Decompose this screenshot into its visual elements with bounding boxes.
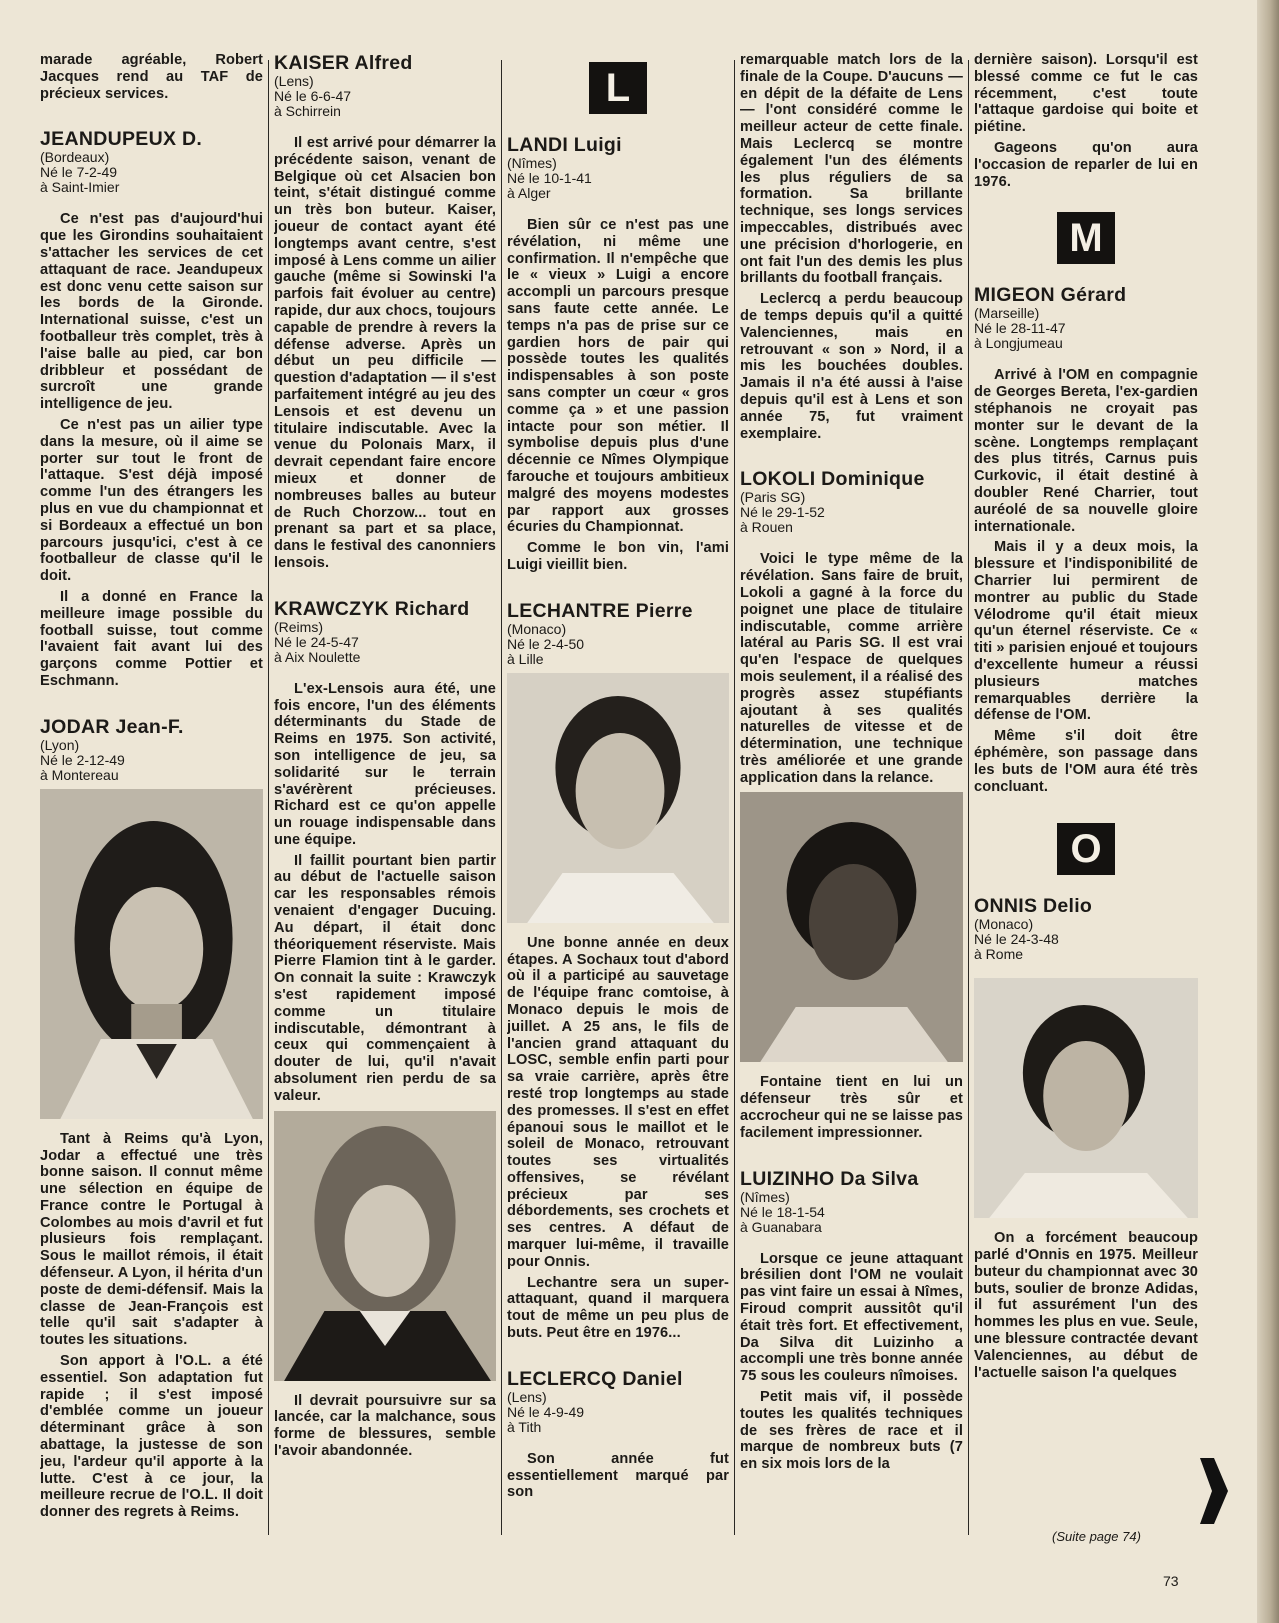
player-entry-landi [507,134,729,574]
page-number: 73 [1163,1573,1179,1589]
player-entry-leclercq [507,1368,729,1501]
player-entry-lokoli [740,468,963,1141]
article-text: On a forcément beaucoup parlé d'Onnis en 1975. Meilleur buteur du championnat avec 30 buts, soulier de bronze Adidas, il fut assurément l'un des hommes les plus en vue. Seule, une blessure contractée devant Valenciennes, au début de l'actuelle saison l'a quelques [974,1230,1198,1381]
player-birthdate: Né le 7-2-49 [40,164,118,181]
article-text: Arrivé à l'OM en compagnie de Georges Bereta, l'ex-gardien stéphanois ne croyait pas monter sur le devant de la scène. Longtemps remplaçant des plus titrés, Carnus puis Curkovic, il était destiné à doubler René Charrier, tout auréolé de sa nouvelle gloire internationale. [974,367,1198,535]
player-birthdate: Né le 24-3-48 [974,931,1059,948]
player-club: (Bordeaux) [40,149,110,166]
player-name: JODAR Jean-F. [40,715,184,738]
article-text: marade agréable, Robert Jacques rend au TAF de précieux services. [40,52,263,102]
article-text: Comme le bon vin, l'ami Luigi vieillit bien. [507,540,729,573]
player-birthplace: à Lille [507,650,544,667]
column-5 [974,52,1198,1553]
player-entry-krawczyk [274,598,496,1460]
article-text: Lorsque ce jeune attaquant brésilien dont l'OM ne voulait pas vint faire un essai à Nîmes, Firoud comprit aussitôt qu'il était très fort. Et effectivement, Da Silva dit Luizinho a accompli une très bonne année 75 sous les couleurs nîmoises. [740,1250,963,1385]
article-text: Gageons qu'on aura l'occasion de reparler de lui en 1976. [974,139,1198,190]
article-text: Lechantre sera un super-attaquant, quand il marquera tout de même un peu plus de buts. Peut être en 1976... [507,1274,729,1342]
player-birthplace: à Tith [507,1418,542,1435]
column-rule [501,60,502,1535]
player-name: LOKOLI Dominique [740,468,925,491]
player-club: (Lyon) [40,736,80,753]
player-birthplace: à Alger [507,185,551,201]
player-birthplace: à Montereau [40,766,119,783]
article-text: L'ex-Lensois aura été, une fois encore, l'un des éléments déterminants du Stade de Reims en 1975. Son activité, son intelligence de jeu, sa solidarité sur le terrain s'avérèrent précieuses. Richard est ce qu'on appelle un rouage indispensable dans une équipe. [274,680,496,848]
column-1 [40,52,263,1553]
player-entry-jodar [40,716,263,1521]
player-name: LECHANTRE Pierre [507,599,693,622]
section-letter-o: O [1057,823,1115,875]
player-club: (Lens) [507,1388,547,1405]
column-rule [268,60,269,1535]
article-text: Il faillit pourtant bien partir au début de l'actuelle saison car les responsables rémois venaient d'engager Ducuing. Au départ, il était donc théoriquement réserviste. Mais Pierre Flamion tint à le garder. On connait la suite : Krawczyk s'est rapidement imposé comme un titulaire indiscutable, démontrant à ceux qui commençaient à douter de lui, qu'il n'avait absolument rien perdu de sa valeur. [274,852,496,1104]
player-entry-luizinho [740,1168,963,1473]
player-birthdate: Né le 18-1-54 [740,1203,825,1220]
article-text: remarquable match lors de la finale de la Coupe. D'aucuns — en dépit de la défaite de Lens — l'ont considéré comme le meilleur acteur de cette finale. Mais Leclercq se montre également l'un des éléments les plus réguliers de sa formation. Sa brillante technique, ses longs services impeccables, distribués avec une précision d'horlogerie, en ont fait l'un des demis les plus brillants du football français. [740,52,963,287]
section-letter-l: L [589,62,647,114]
player-birthdate: Né le 28-11-47 [974,320,1066,337]
player-name: LUIZINHO Da Silva [740,1167,919,1190]
article-text: Son apport à l'O.L. a été essentiel. Son adaptation fut rapide ; il s'est imposé d'emblée comme un joueur déterminant grâce à son abattage, la justesse de son jeu, l'ardeur qu'il apporte à la lutte. C'est à ce jour, la meilleure recrue de l'O.L. Il doit donner des regrets à Reims. [40,1353,263,1521]
section-letter-m: M [1057,212,1115,264]
article-text: Il devrait poursuivre sur sa lancée, car la malchance, sous forme de blessures, semble l'avoir abandonnée. [274,1392,496,1460]
player-club: (Monaco) [974,916,1034,933]
player-name: LANDI Luigi [507,134,622,156]
player-birthdate: Né le 29-1-52 [740,504,825,521]
player-birthdate: Né le 6-6-47 [274,88,352,104]
article-text: Tant à Reims qu'à Lyon, Jodar a effectué une très bonne saison. Il connut même une sélection en équipe de France contre le Portugal à Colombes au mois d'avril et fut plusieurs fois remplaçant. Sous le maillot rémois, il était défenseur. A Lyon, il hérita d'un poste de demi-défensif. Mais la classe de Jean-François est telle qu'il sait s'adapter à toutes les situations. [40,1130,263,1349]
article-text: Fontaine tient en lui un défenseur très sûr et accrocheur qui ne se laisse pas facilement impressionner. [740,1074,963,1141]
column-3 [507,52,729,1553]
player-photo-onnis [974,978,1198,1218]
player-name: KAISER Alfred [274,52,413,74]
column-4 [740,52,963,1553]
continued-note: (Suite page 74) [1052,1529,1141,1544]
player-birthplace: à Guanabara [740,1218,822,1235]
player-birthplace: à Rouen [740,519,793,536]
player-birthdate: Né le 10-1-41 [507,170,592,186]
player-name: ONNIS Delio [974,895,1093,918]
article-text: Son année fut essentiellement marqué par son [507,1450,729,1501]
player-photo-lechantre [507,673,729,923]
column-2 [274,52,496,1553]
player-photo-lokoli [740,792,963,1062]
column-rule [734,60,735,1535]
player-entry-onnis [974,895,1198,1381]
article-text: Bien sûr ce n'est pas une révélation, ni même une confirmation. Il n'empêche que le « vieux » Luigi a encore accompli un parcours presque sans faute cette année. Le temps n'a pas de prise sur ce gardien hors de pair qui possède toutes les qualités indispensables à son poste sans compter un cœur « gros comme ça » et une passion intacte pour son métier. Il symbolise depuis plus d'une décennie ce Nîmes Olympique farouche et toujours ambitieux malgré des moyens modestes par rapport aux grosses écuries du Championnat. [507,217,729,536]
article-text: Il a donné en France la meilleure image possible du football suisse, tout comme l'avaient fait avant lui des garçons comme Pottier et Eschmann. [40,588,263,689]
player-birthplace: à Aix Noulette [274,648,361,665]
player-name: LECLERCQ Daniel [507,1367,683,1390]
player-club: (Nîmes) [740,1188,790,1205]
player-club: (Reims) [274,618,323,635]
player-birthdate: Né le 24-5-47 [274,633,359,650]
column-rule [968,60,969,1535]
player-birthdate: Né le 2-4-50 [507,635,585,652]
player-birthdate: Né le 4-9-49 [507,1403,585,1420]
article-text: Il est arrivé pour démarrer la précédente saison, venant de Belgique où cet Alsacien bon teint, s'était distingué comme un très bon buteur. Kaiser, joueur de contact ayant été longtemps avant centre, s'est imposé à Lens comme un ailier gauche (même si Sowinski l'a parfois fait évoluer au centre) rapide, dur aux chocs, toujours capable de prendre à revers la défense adverse. Après un début un peu difficile — question d'adaptation — il s'est parfaitement intégré au jeu des Lensois et est devenu un titulaire indiscutable. Avec la venue du Polonais Marx, il devrait cependant faire encore mieux et donner de nombreuses balles au buteur de Ruch Chorzow... tout en prenant sa part et sa place, dans le festival des canonniers lensois. [274,135,496,571]
article-text: Même s'il doit être éphémère, son passage dans les buts de l'OM aura été très concluant. [974,728,1198,795]
player-birthplace: à Saint-Imier [40,179,120,196]
article-text: Ce n'est pas un ailier type dans la mesure, où il aime se porter sur tout le front de l'attaque. S'est déjà imposé comme l'un des étrangers les plus en vue du championnat et si Bordeaux a effectué un bon parcours jusqu'ici, c'est à ce footballeur de classe qu'il le doit. [40,416,263,585]
player-birthplace: à Longjumeau [974,335,1063,352]
player-name: JEANDUPEUX D. [40,128,203,151]
player-entry-lechantre [507,600,729,1342]
article-text: Mais il y a deux mois, la blessure et l'indisponibilité de Charrier lui permirent de montrer au public du Stade Vélodrome qu'il était mieux qu'un éternel réserviste. Ce « titi » parisien enjoué et toujours d'excellente humeur a réussi plusieurs matches remarquables derrière la défense de l'OM. [974,539,1198,724]
article-text: Leclercq a perdu beaucoup de temps depuis qu'il a quitté Valenciennes, mais en retrouvant « son » Nord, il a mis les bouchées doubles. Jamais il n'a été aussi à l'aise depuis qu'il est à Lens et son année 75, fut vraiment exemplaire. [740,291,963,442]
player-entry-migeon [974,284,1198,795]
player-club: (Lens) [274,73,314,89]
player-birthplace: à Schirrein [274,103,341,119]
player-birthplace: à Rome [974,946,1024,963]
page-binding-edge [1257,0,1279,1623]
player-entry-kaiser [274,52,496,572]
player-club: (Nîmes) [507,155,557,171]
player-photo-krawczyk [274,1111,496,1381]
player-club: (Paris SG) [740,489,806,506]
article-text: Ce n'est pas d'aujourd'hui que les Girondins souhaitaient s'attacher les services de cet attaquant de race. Jeandupeux est donc venu cette saison sur les bords de la Gironde. International suisse, c'est un footballeur très complet, très à l'aise balle au pied, car bon dribbleur et possédant de surcroît une grande intelligence de jeu. [40,211,263,413]
article-text: dernière saison). Lorsqu'il est blessé comme ce fut le cas récemment, c'est toute l'attaque gardoise qui boite et piétine. [974,52,1198,136]
player-name: KRAWCZYK Richard [274,597,470,620]
player-birthdate: Né le 2-12-49 [40,751,125,768]
article-text: Une bonne année en deux étapes. A Sochaux tout d'abord où il a participé au sauvetage de l'équipe franc comtoise, à Monaco depuis le mois de juillet. A 25 ans, le fils de l'ancien grand attaquant du LOSC, semble enfin parti pour sa vraie carrière, après être resté trop longtemps au stade des promesses. Il s'est en effet épanoui sous le maillot et le soleil de Monaco, retrouvant toutes ses virtualités offensives, se révélant précieux par ses débordements, ses crochets et ses centres. A défaut de marquer lui-même, il travaille pour Onnis. [507,934,729,1270]
article-text: Petit mais vif, il possède toutes les qualités techniques de ses frères de race et il marque de nombreux buts (7 en six mois lors de la [740,1389,963,1473]
continue-arrow-icon [1200,1458,1228,1524]
player-entry-jeandupeux [40,128,263,689]
player-club: (Monaco) [507,620,567,637]
player-photo-jodar [40,789,263,1119]
player-club: (Marseille) [974,305,1040,322]
player-name: MIGEON Gérard [974,284,1127,307]
article-text: Voici le type même de la révélation. Sans faire de bruit, Lokoli a gagné à la force du poignet une place de titulaire indiscutable, comme arrière latéral au Paris SG. Il est vrai qu'en l'espace de quelques mois seulement, il a réalisé des progrès assez stupéfiants ajoutant à ses qualités naturelles de vitesse et de détermination, une technique très améliorée et une grande application dans la relance. [740,551,963,786]
